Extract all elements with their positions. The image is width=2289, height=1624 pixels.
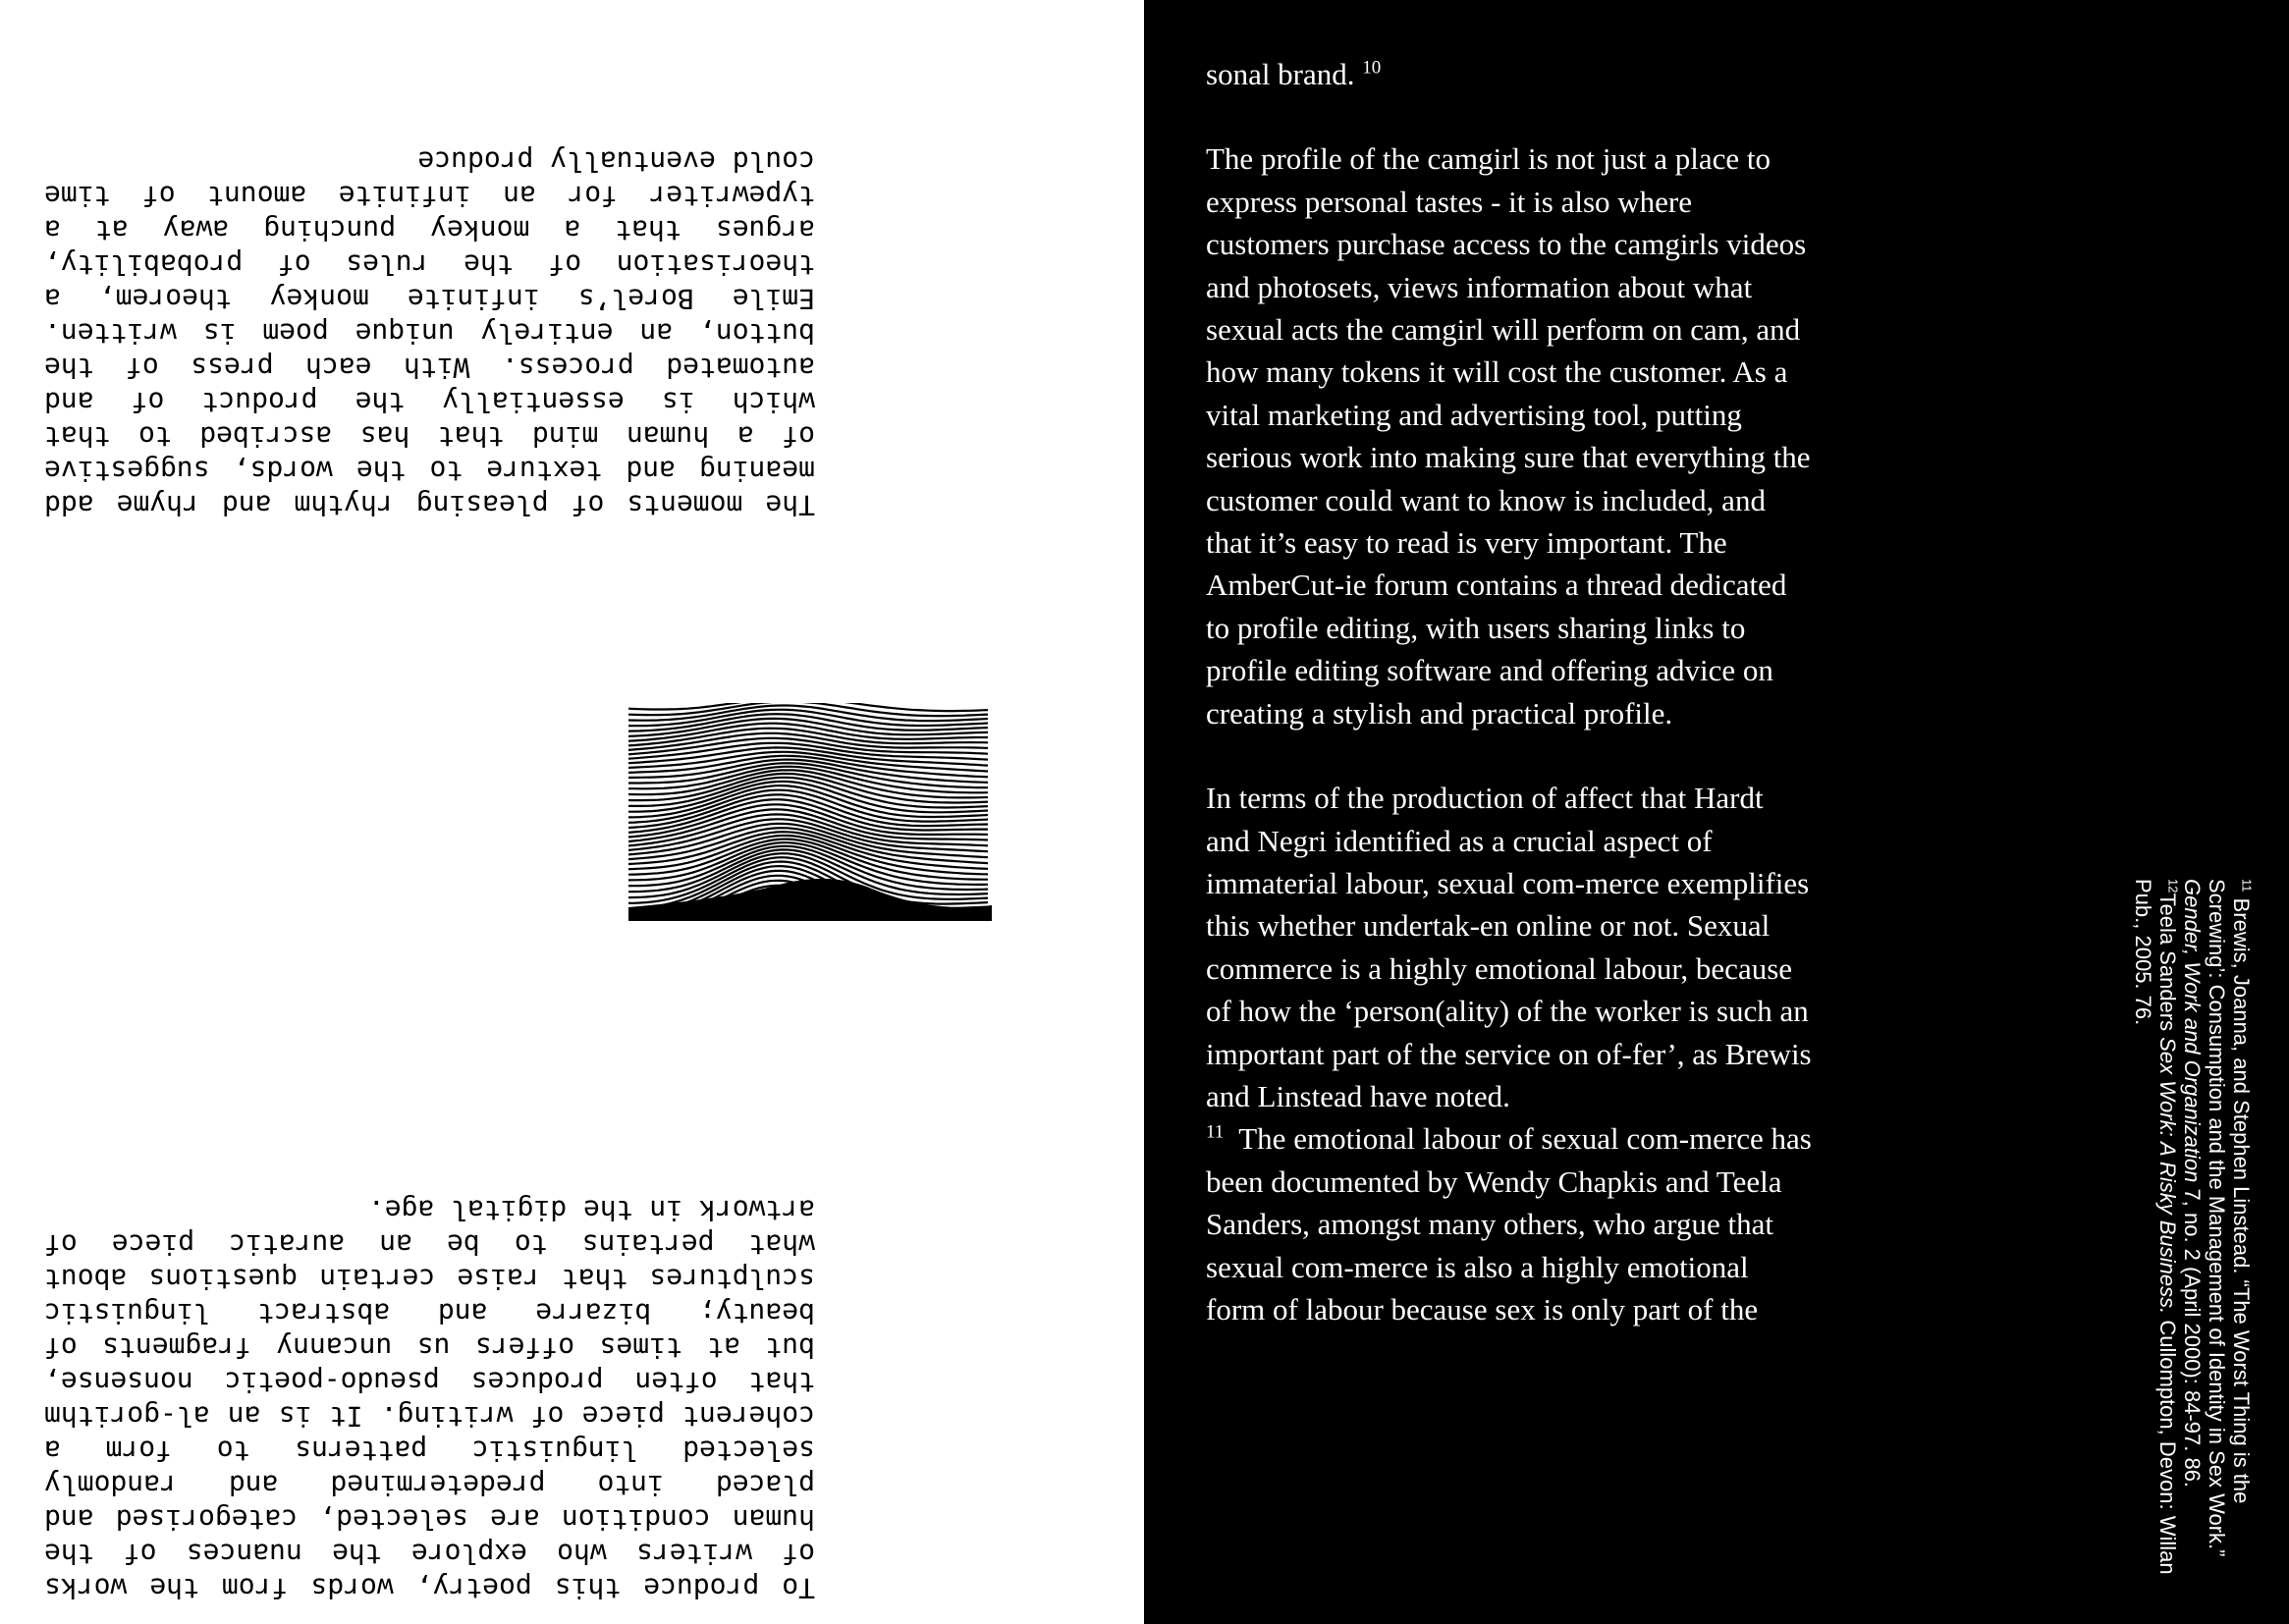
upside-down-paragraph-lower [44,1085,815,1605]
upside-down-paragraph-upper [44,61,815,522]
wave-artwork [628,703,992,921]
paragraph-1-text: sonal brand. [1206,57,1355,91]
footnote-11-text-b: 7, no. 2 (April 2000): 84-97. 86. [2180,1188,2205,1489]
footnote-ref-10: 10 [1362,57,1382,79]
footnote-11 [2180,879,2254,1586]
footnote-ref-11: 11 [1206,1122,1225,1144]
lower-paragraph-text: To produce this poetry, words from the works of writers who explore the nuances of the human condition are selected, categorised and placed into predetermined and randomly selected linguistic patterns to form a coherent piece of writing. It is an al-gorithm that often produces pseudo-poetic nonsense, but at times offers us uncanny fragments of beauty; bizarre and abstract linguistic sculptures that raise certain questions about what pertains to be an auratic piece of artwork in the digital age. [44,1194,815,1604]
body-text-column [1206,53,1815,1373]
paragraph-3-part2: The emotional labour of sexual com-merce has been documented by Wendy Chapkis and Teela Sanders, amongst many others, who argue that sexual com-merce is also a highly emotional form of labour because sex is only part of the [1206,1121,1812,1326]
left-page [0,0,1144,1624]
footnote-11-journal: Gender, Work and Organization [2180,879,2205,1183]
footnote-12-number: 12 [2165,879,2181,893]
upper-paragraph-text: The moments of pleasing rhythm and rhyme add meaning and texture to the words, suggestive of a human mind that has ascribed to that which is essentially the product of and automated process. With each press of the button, an entirely unique poem is written. Emile Borel’s infinite monkey theorem, a theorisation of the rules of probability, argues that a monkey punching away at a typewriter for an infinite amount of time could eventually produce [44,145,815,521]
paragraph-2: The profile of the camgirl is not just a place to express personal tastes - it is also where customers purchase access to the camgirls videos and photosets, views information about what sexual acts the camgirl will perform on cam, and how many tokens it will cost the customer. As a vital marketing and advertising tool, putting serious work into making sure that everything the customer could want to know is included, and that it’s easy to read is very important. The AmberCut-ie forum contains a thread dedicated to profile editing, with users sharing links to profile editing software and offering advice on creating a stylish and practical profile. [1206,141,1811,731]
footnotes [2082,879,2254,1586]
paragraph-3-part1: In terms of the production of affect that Hardt and Negri identified as a crucial aspect of immaterial labour, sexual com-merce exemplifies this whether undertak-en online or not. Sexual commerce is a highly emotional labour, because of how the ‘person(ality) of the worker is such an important part of the service on of-fer’, as Brewis and Linstead have noted. [1206,781,1812,1113]
footnote-11-text-a: Brewis, Joanna, and Stephen Linstead. “The Worst Thing is the Screwing’: Consumption and the Management of Identity in Sex Work.” [2205,879,2254,1557]
footnote-12-text-a: Teela Sanders [2155,893,2180,1032]
footnote-11-number: 11 [2239,879,2255,893]
paragraph-3 [1206,777,1815,1330]
paragraph-1 [1206,53,1815,95]
footnote-12-title: Sex Work: A Risky Business. [2155,1037,2180,1315]
footnote-12 [2131,879,2180,1586]
footnote-12-text-b: Cullompton, Devon: Willan Pub., 2005. 76. [2131,879,2180,1575]
